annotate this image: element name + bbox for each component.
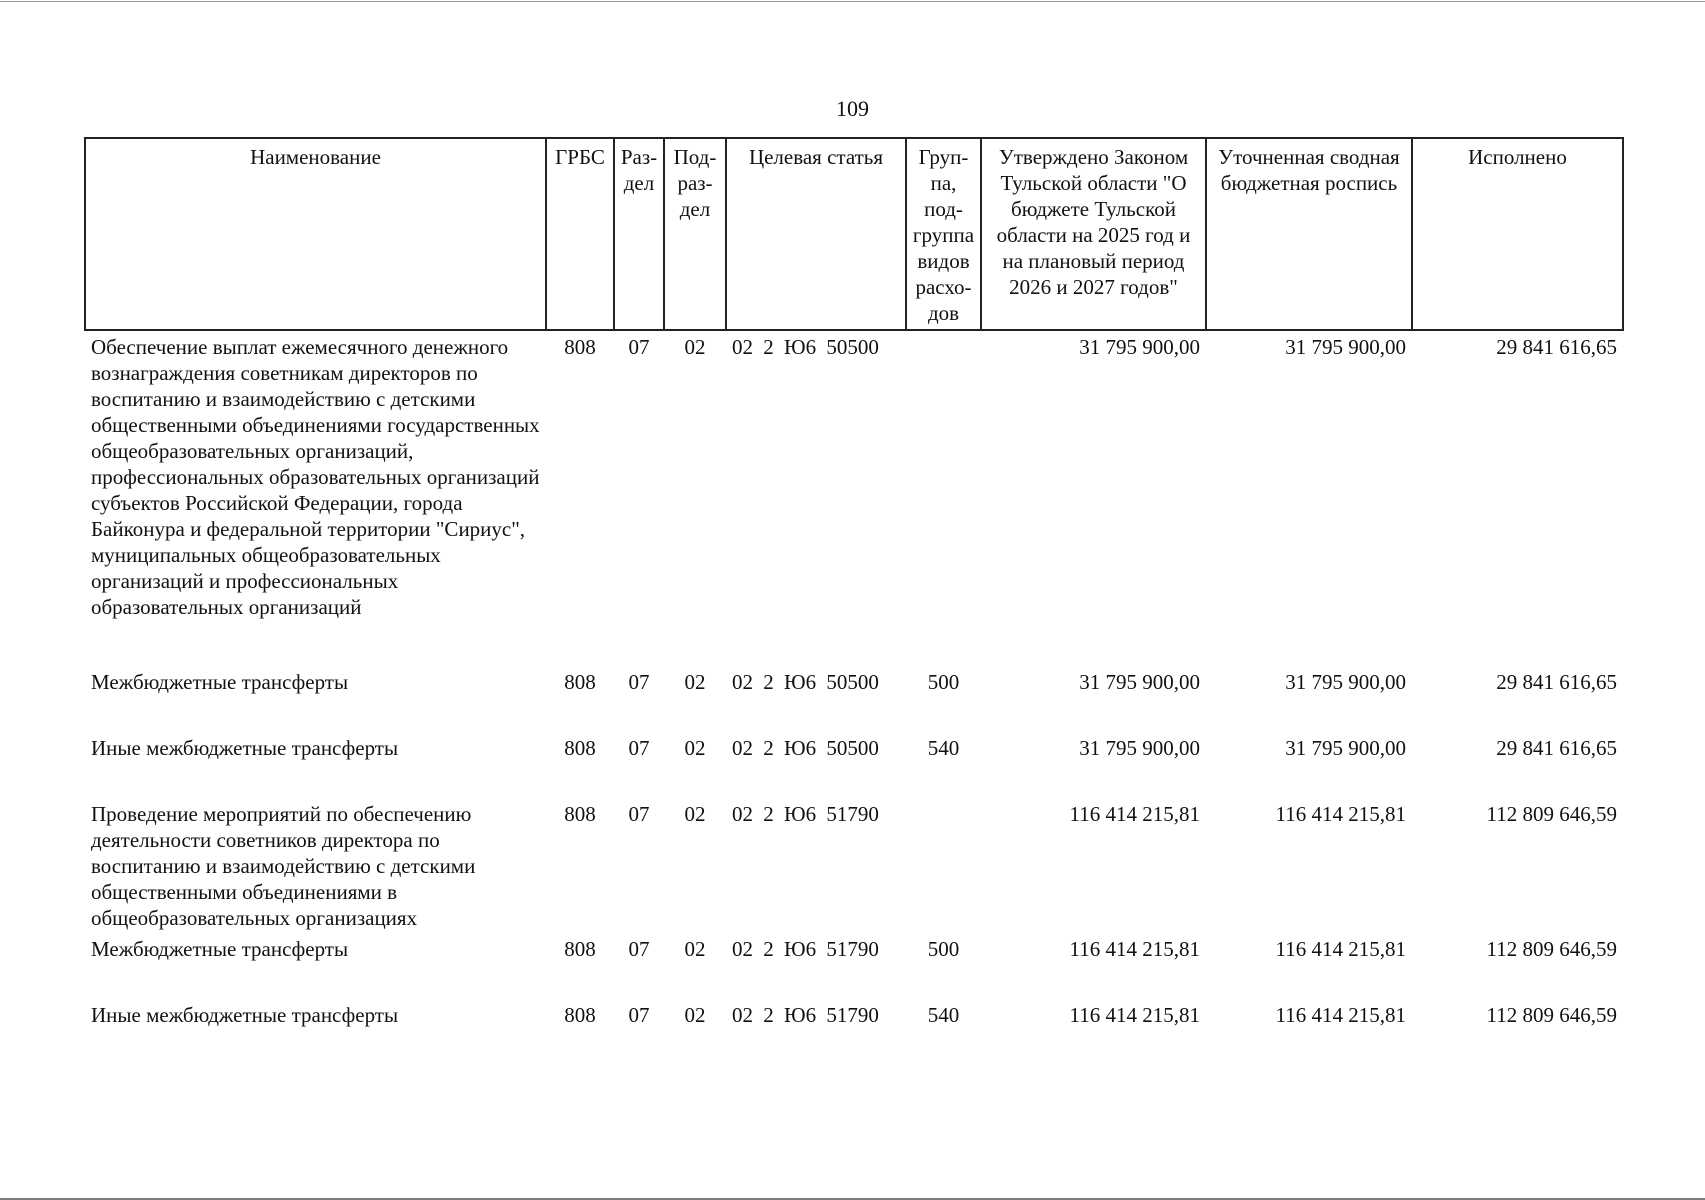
cell-approved: 116 414 215,81: [1069, 937, 1200, 961]
cell-refined: 31 795 900,00: [1285, 736, 1406, 760]
cell-executed: 29 841 616,65: [1496, 335, 1617, 359]
table-row: [85, 330, 1623, 669]
cell-executed: 112 809 646,59: [1486, 1003, 1617, 1027]
cell-podrazdel: 02: [684, 1003, 706, 1027]
cell-refined: 116 414 215,81: [1275, 1003, 1406, 1027]
cell-razdel: 07: [628, 670, 650, 694]
cell-group: 540: [927, 1003, 960, 1027]
cell-name: Иные межбюджетные трансферты: [91, 736, 399, 760]
cell-approved: 116 414 215,81: [1069, 1003, 1200, 1027]
cell-razdel: 07: [628, 335, 650, 359]
page-number: 109: [836, 96, 869, 121]
cell-group: 540: [927, 736, 960, 760]
cell-razdel: 07: [628, 802, 650, 826]
cell-razdel: 07: [628, 736, 650, 760]
cell-podrazdel: 02: [684, 802, 706, 826]
table-row: [85, 801, 1623, 936]
header-approved: Утверждено Законом Тульской области "О бюджете Тульской области на 2025 год и на плановый период 2026 и 2027 годов": [981, 138, 1206, 330]
cell-executed: 29 841 616,65: [1496, 670, 1617, 694]
budget-table: [84, 137, 1624, 1042]
cell-target: 02 2 Ю6 50500: [732, 736, 879, 760]
cell-group: 500: [927, 937, 960, 961]
cell-executed: 29 841 616,65: [1496, 736, 1617, 760]
cell-executed: 112 809 646,59: [1486, 937, 1617, 961]
cell-name: Межбюджетные трансферты: [91, 670, 349, 694]
table-header-row: [85, 138, 1623, 330]
cell-grbs: 808: [564, 802, 596, 826]
cell-grbs: 808: [564, 1003, 596, 1027]
cell-approved: 31 795 900,00: [1079, 736, 1200, 760]
cell-grbs: 808: [564, 335, 596, 359]
table-row: [85, 1002, 1623, 1042]
cell-approved: 31 795 900,00: [1079, 670, 1200, 694]
cell-target: 02 2 Ю6 50500: [732, 670, 879, 694]
cell-name: Обеспечение выплат ежемесячного денежного вознаграждения советникам директоров по воспитанию и взаимодействию с детскими общественными объединениями государственных общеобразовательных организаций, профессиональных образовательных организаций субъектов Российской Федерации, города Байконура и федеральной территории "Сириус", муниципальных общеобразовательных организаций и профессиональных образовательных организаций: [91, 335, 540, 619]
header-executed: Исполнено: [1412, 138, 1623, 330]
cell-group: [906, 330, 981, 669]
cell-podrazdel: 02: [684, 670, 706, 694]
cell-target: 02 2 Ю6 51790: [732, 802, 879, 826]
cell-razdel: 07: [628, 1003, 650, 1027]
header-razdel: Раз-дел: [614, 138, 664, 330]
cell-approved: 116 414 215,81: [1069, 802, 1200, 826]
cell-razdel: 07: [628, 937, 650, 961]
cell-name: Иные межбюджетные трансферты: [91, 1003, 399, 1027]
header-group: Груп-па, под-группа видов расхо-дов: [906, 138, 981, 330]
header-grbs: ГРБС: [546, 138, 614, 330]
header-podrazdel: Под-раз-дел: [664, 138, 726, 330]
cell-target: 02 2 Ю6 50500: [732, 335, 879, 359]
table-row: [85, 936, 1623, 1002]
cell-podrazdel: 02: [684, 937, 706, 961]
table-row: [85, 735, 1623, 801]
header-name: Наименование: [85, 138, 546, 330]
header-refined: Уточненная сводная бюджетная роспись: [1206, 138, 1412, 330]
cell-target: 02 2 Ю6 51790: [732, 937, 879, 961]
cell-podrazdel: 02: [684, 736, 706, 760]
cell-refined: 31 795 900,00: [1285, 670, 1406, 694]
cell-target: 02 2 Ю6 51790: [732, 1003, 879, 1027]
cell-podrazdel: 02: [684, 335, 706, 359]
table-row: [85, 669, 1623, 735]
cell-grbs: 808: [564, 670, 596, 694]
cell-name: Проведение мероприятий по обеспечению деятельности советников директора по воспитанию и взаимодействию с детскими общественными объединениями в общеобразовательных организациях: [91, 802, 476, 930]
scan-top-edge: [0, 1, 1705, 2]
cell-refined: 31 795 900,00: [1285, 335, 1406, 359]
cell-executed: 112 809 646,59: [1486, 802, 1617, 826]
cell-grbs: 808: [564, 736, 596, 760]
cell-grbs: 808: [564, 937, 596, 961]
cell-group: [906, 801, 981, 936]
cell-group: 500: [927, 670, 960, 694]
cell-refined: 116 414 215,81: [1275, 802, 1406, 826]
cell-refined: 116 414 215,81: [1275, 937, 1406, 961]
cell-approved: 31 795 900,00: [1079, 335, 1200, 359]
cell-name: Межбюджетные трансферты: [91, 937, 349, 961]
header-target: Целевая статья: [726, 138, 906, 330]
